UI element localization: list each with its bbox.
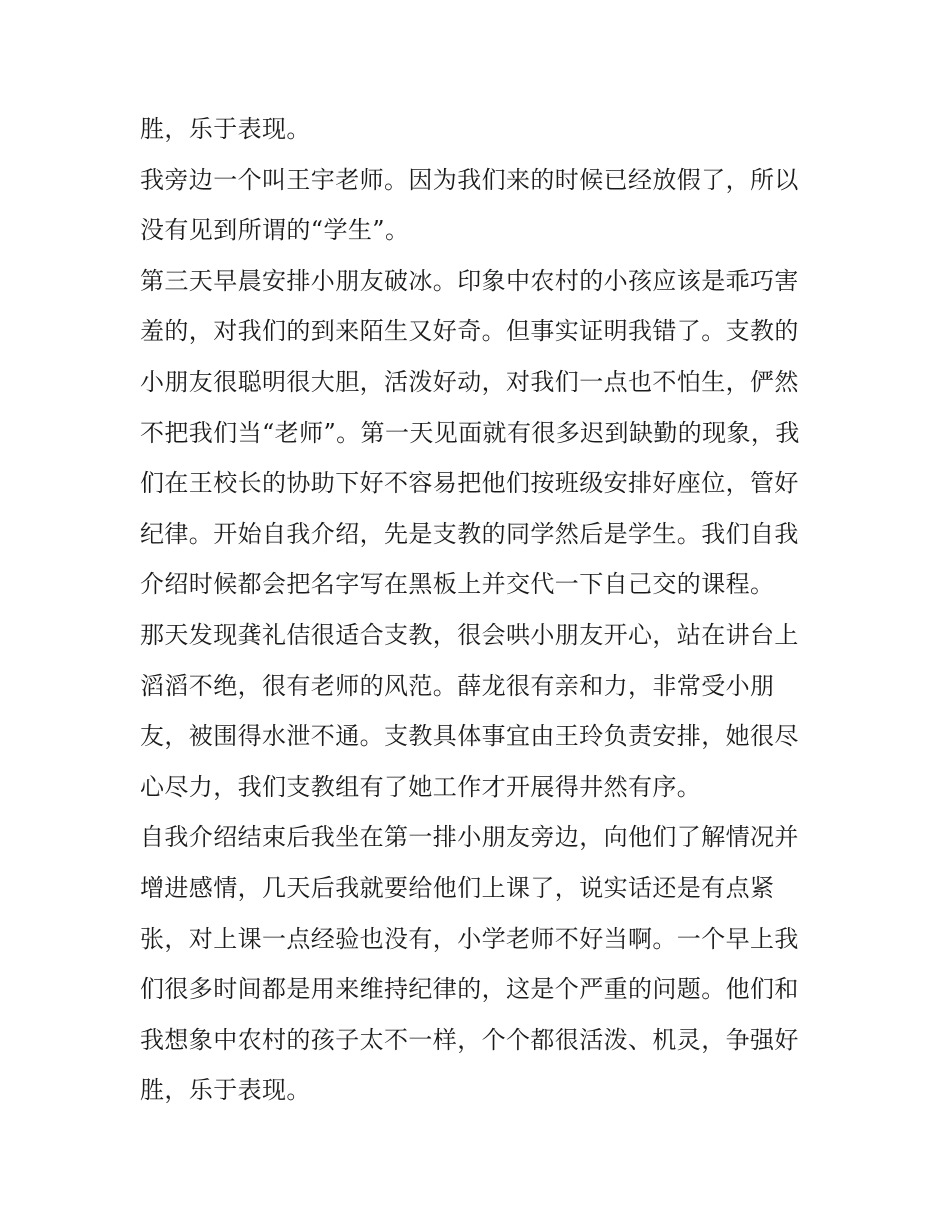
text-line: 不把我们当“老师”。第一天见面就有很多迟到缺勤的现象，我 (140, 418, 800, 447)
text-column (140, 104, 820, 1116)
text-line: 增进感情，几天后我就要给他们上课了，说实话还是有点紧 (140, 873, 775, 902)
text-line: 没有见到所谓的“学生”。 (140, 216, 410, 245)
text-line: 胜，乐于表现。 (140, 115, 311, 143)
text-line: 介绍时候都会把名字写在黑板上并交代一下自己交的课程。 (140, 570, 775, 599)
text-line: 我旁边一个叫王宇老师。因为我们来的时候已经放假了，所以 (140, 165, 799, 194)
text-line: 心尽力，我们支教组有了她工作才开展得井然有序。 (140, 772, 702, 801)
text-line: 小朋友很聪明很大胆，活泼好动，对我们一点也不怕生，俨然 (140, 367, 799, 396)
text-line: 第三天早晨安排小朋友破冰。印象中农村的小孩应该是乖巧害 (140, 266, 799, 295)
text-line: 友，被围得水泄不通。支教具体事宜由王玲负责安排，她很尽 (140, 722, 799, 751)
text-line: 那天发现龚礼佶很适合支教，很会哄小朋友开心，站在讲台上 (140, 620, 799, 649)
text-line: 胜，乐于表现。 (140, 1076, 311, 1105)
text-line: 们在王校长的协助下好不容易把他们按班级安排好座位，管好 (140, 469, 799, 498)
text-line: 我想象中农村的孩子太不一样，个个都很活泼、机灵，争强好 (140, 1025, 799, 1054)
text-line: 张，对上课一点经验也没有，小学老师不好当啊。一个早上我 (140, 924, 799, 953)
text-line: 们很多时间都是用来维持纪律的，这是个严重的问题。他们和 (140, 975, 799, 1004)
text-line: 自我介绍结束后我坐在第一排小朋友旁边，向他们了解情况并 (140, 823, 799, 852)
text-line: 羞的，对我们的到来陌生又好奇。但事实证明我错了。支教的 (140, 317, 799, 346)
text-line: 滔滔不绝，很有老师的风范。薛龙很有亲和力，非常受小朋 (140, 671, 775, 700)
text-line: 纪律。开始自我介绍，先是支教的同学然后是学生。我们自我 (140, 519, 799, 548)
